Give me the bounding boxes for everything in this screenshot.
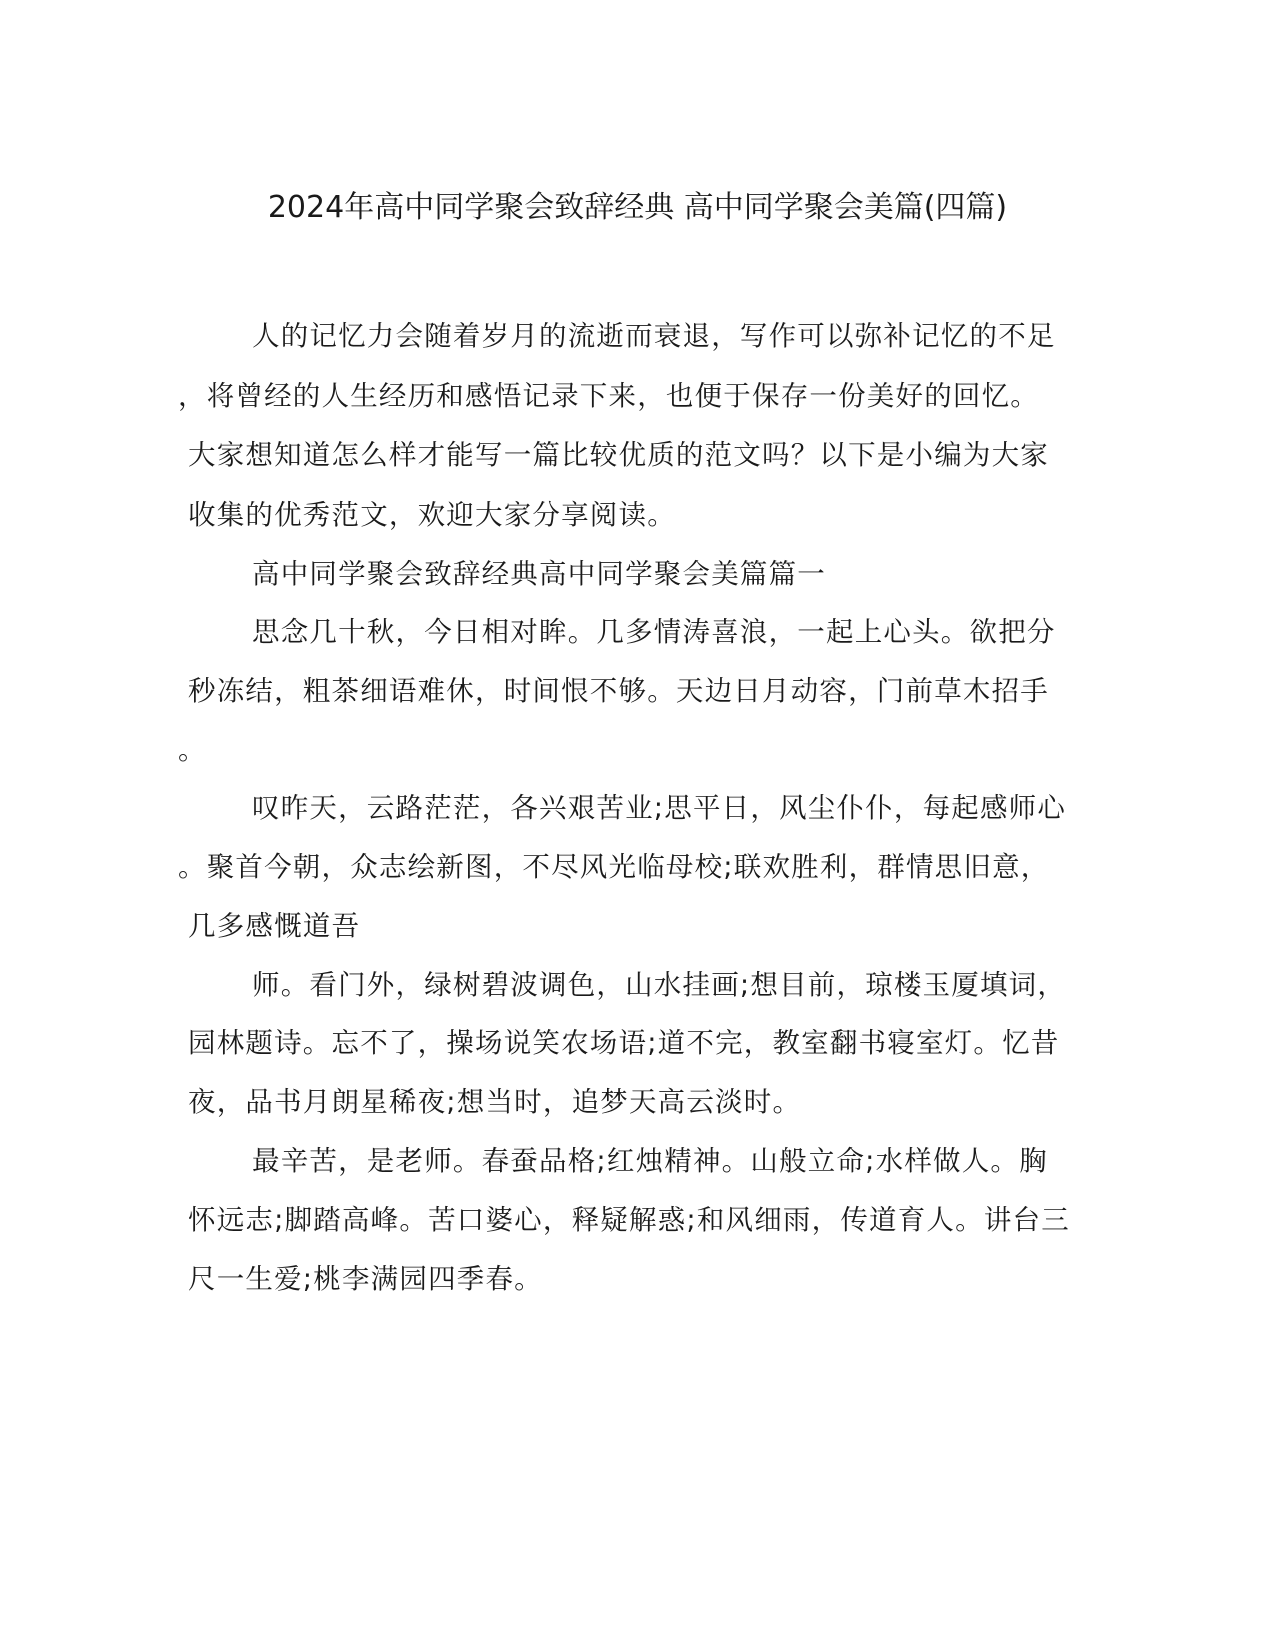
- paragraph-line: 怀远志;脚踏高峰。苦口婆心，释疑解惑;和风细雨，传道育人。讲台三: [188, 1204, 1070, 1236]
- paragraph-line: 几多感慨道吾: [188, 910, 361, 942]
- paragraph-line: 尺一生爱;桃李满园四季春。: [188, 1263, 543, 1295]
- paragraph-line: 人的记忆力会随着岁月的流逝而衰退，写作可以弥补记忆的不足: [252, 320, 1056, 352]
- paragraph-line: 园林题诗。忘不了，操场说笑农场语;道不完，教室翻书寝室灯。忆昔: [188, 1027, 1060, 1059]
- paragraph-line: ，将曾经的人生经历和感悟记录下来，也便于保存一份美好的回忆。: [178, 380, 1039, 412]
- paragraph-line: 。: [178, 734, 207, 766]
- paragraph-line: 秒冻结，粗茶细语难休，时间恨不够。天边日月动容，门前草木招手: [188, 675, 1049, 707]
- paragraph-line: 叹昨天，云路茫茫，各兴艰苦业;思平日，风尘仆仆，每起感师心: [252, 792, 1067, 824]
- paragraph-line: 大家想知道怎么样才能写一篇比较优质的范文吗？以下是小编为大家: [188, 439, 1049, 471]
- paragraph-line: 最辛苦，是老师。春蚕品格;红烛精神。山般立命;水样做人。胸: [252, 1145, 1048, 1177]
- paragraph-line: 师。看门外，绿树碧波调色，山水挂画;想目前，琼楼玉厦填词，: [252, 969, 1067, 1001]
- paragraph-line: 。聚首今朝，众志绘新图，不尽风光临母校;联欢胜利，群情思旧意，: [178, 851, 1050, 883]
- document-title: 2024年高中同学聚会致辞经典 高中同学聚会美篇(四篇): [267, 190, 1008, 225]
- paragraph-line: 思念几十秋，今日相对眸。几多情涛喜浪，一起上心头。欲把分: [252, 616, 1056, 648]
- section-heading: 高中同学聚会致辞经典高中同学聚会美篇篇一: [252, 558, 826, 590]
- paragraph-line: 收集的优秀范文，欢迎大家分享阅读。: [188, 499, 676, 531]
- paragraph-line: 夜，品书月朗星稀夜;想当时，追梦天高云淡时。: [188, 1086, 802, 1118]
